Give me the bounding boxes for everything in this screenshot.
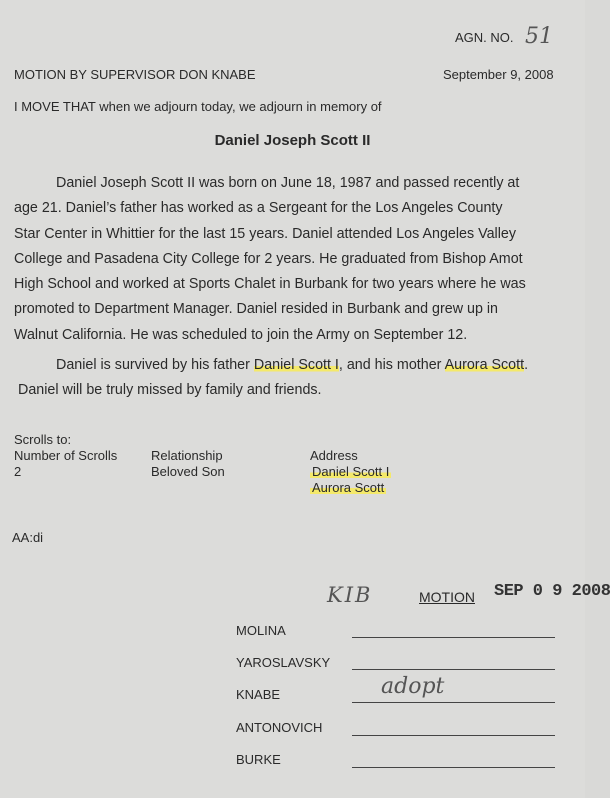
vote-line-molina — [352, 637, 555, 638]
motion-stamp-label: MOTION — [419, 589, 475, 605]
motion-by-line: MOTION BY SUPERVISOR DON KNABE — [14, 67, 256, 82]
bio-line: Walnut California. He was scheduled to join the Army on September 12. — [14, 326, 468, 343]
vote-line-yaroslavsky — [352, 669, 555, 670]
scrolls-relationship-column — [151, 448, 225, 480]
vote-name-knabe: KNABE — [236, 687, 281, 702]
scrolls-address-header: Address — [310, 448, 358, 463]
mother-name-highlight: Aurora Scott — [444, 357, 525, 373]
scrolls-relationship-value: Beloved Son — [151, 464, 225, 479]
survivors-line: Daniel is survived by his father Daniel Scott I, and his mother Aurora Scott. — [56, 357, 529, 373]
vote-name-burke: BURKE — [236, 752, 281, 767]
intro-line: I MOVE THAT when we adjourn today, we adjourn in memory of — [14, 99, 382, 114]
bio-line: High School and worked at Sports Chalet in Burbank for two years where he was — [14, 276, 526, 293]
motion-date: September 9, 2008 — [443, 67, 554, 82]
vote-name-molina: MOLINA — [236, 623, 286, 638]
survivors-paragraph — [14, 353, 574, 404]
biography-paragraph — [14, 171, 574, 348]
handwritten-initials: KIB — [327, 583, 373, 607]
vote-line-burke — [352, 767, 555, 768]
scrolls-number-value: 2 — [14, 464, 22, 479]
closing-line: Daniel will be truly missed by family and friends. — [18, 382, 322, 399]
agenda-number-handwritten: 51 — [525, 24, 553, 49]
address-entry-father: Daniel Scott I — [312, 464, 390, 479]
scrolls-address-column — [310, 448, 391, 496]
scrolls-number-column — [14, 448, 117, 480]
vote-line-knabe — [352, 702, 555, 703]
scrolls-number-header: Number of Scrolls — [14, 448, 118, 463]
scrolls-relationship-header: Relationship — [151, 448, 223, 463]
bio-line: College and Pasadena City College for 2 years. He graduated from Bishop Amot — [14, 250, 523, 267]
handwritten-adopt-mark: adopt — [381, 674, 445, 699]
scrolls-heading: Scrolls to: — [14, 432, 72, 447]
vote-name-yaroslavsky: YAROSLAVSKY — [236, 655, 331, 670]
vote-name-antonovich: ANTONOVICH — [236, 720, 323, 735]
bio-line: Daniel Joseph Scott II was born on June 18, 1987 and passed recently at — [56, 175, 520, 191]
honoree-name: Daniel Joseph Scott II — [214, 132, 371, 149]
stamp-date: SEP 0 9 2008 — [494, 582, 610, 601]
vote-line-antonovich — [352, 735, 555, 736]
agenda-number-label: AGN. NO. — [455, 30, 514, 45]
bio-line: Star Center in Whittier for the last 15 years. Daniel attended Los Angeles Valley — [14, 225, 516, 242]
bio-line: promoted to Department Manager. Daniel resided in Burbank and grew up in — [14, 301, 498, 318]
address-entry-mother: Aurora Scott — [312, 480, 385, 495]
bio-line: age 21. Daniel’s father has worked as a Sergeant for the Los Angeles County — [14, 200, 503, 217]
typist-initials: AA:di — [12, 530, 44, 545]
father-name-highlight: Daniel Scott I — [253, 357, 339, 373]
